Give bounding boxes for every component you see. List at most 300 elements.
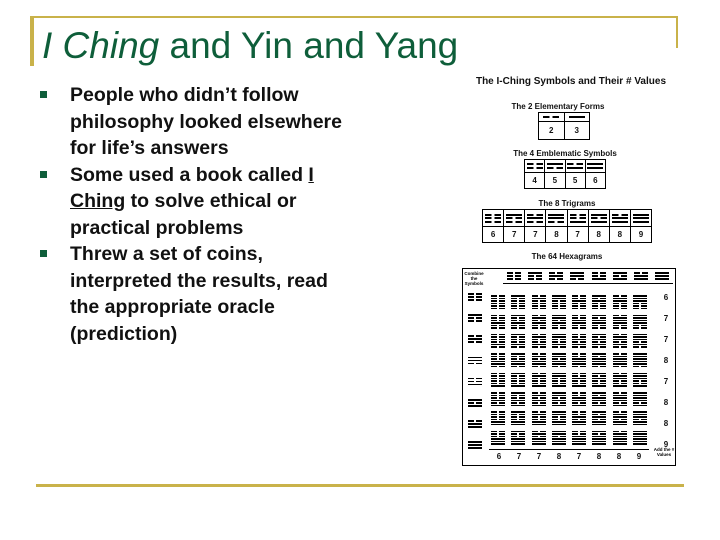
yin-line bbox=[491, 308, 505, 310]
yin-line bbox=[491, 303, 505, 305]
yang-line bbox=[633, 395, 647, 397]
yin-line bbox=[491, 315, 505, 317]
yang-line bbox=[552, 298, 566, 300]
yang-line bbox=[468, 423, 482, 425]
bottom-value: 7 bbox=[536, 452, 542, 461]
yang-line bbox=[572, 421, 586, 423]
yin-line bbox=[511, 419, 525, 421]
elementary-forms-box bbox=[538, 112, 590, 140]
yin-line bbox=[511, 325, 525, 327]
yin-line bbox=[511, 366, 525, 368]
header-trigram bbox=[503, 269, 524, 283]
yang-line bbox=[527, 217, 543, 219]
yin-line bbox=[592, 383, 606, 385]
yang-line bbox=[552, 375, 566, 377]
yin-line bbox=[572, 366, 586, 368]
header-trigram bbox=[588, 269, 609, 283]
symbol-cell bbox=[503, 210, 524, 242]
yang-line bbox=[511, 405, 525, 407]
symbol-lines bbox=[631, 210, 651, 227]
yang-line bbox=[552, 433, 566, 435]
yang-line bbox=[633, 214, 649, 216]
yin-line bbox=[491, 336, 505, 338]
header-trigram bbox=[652, 269, 673, 283]
header-trigram bbox=[524, 269, 545, 283]
yin-line bbox=[552, 339, 566, 341]
yin-line bbox=[552, 341, 566, 343]
yin-line bbox=[552, 366, 566, 368]
yang-line bbox=[572, 416, 586, 418]
yin-line bbox=[613, 366, 627, 368]
bullet-text-post: to solve ethical or practical problems bbox=[70, 190, 297, 239]
symbol-cell bbox=[609, 210, 630, 242]
yang-line bbox=[572, 438, 586, 440]
yin-line bbox=[633, 327, 647, 329]
yin-line bbox=[468, 420, 482, 422]
yang-line bbox=[613, 421, 627, 423]
yin-line bbox=[567, 163, 583, 165]
yang-line bbox=[572, 358, 586, 360]
yin-line bbox=[633, 325, 647, 327]
yang-line bbox=[491, 421, 505, 423]
yang-line bbox=[613, 395, 627, 397]
yin-line bbox=[532, 380, 546, 382]
yin-line bbox=[633, 402, 647, 404]
right-value: 8 bbox=[663, 398, 669, 407]
hexagram bbox=[590, 371, 608, 389]
yin-line bbox=[633, 303, 647, 305]
yang-line bbox=[587, 163, 603, 165]
yang-line bbox=[511, 385, 525, 387]
symbol-cell bbox=[525, 160, 544, 188]
title-italic: I Ching bbox=[42, 25, 160, 66]
hexagram bbox=[611, 351, 629, 369]
yang-line bbox=[592, 358, 606, 360]
yin-line bbox=[485, 217, 501, 219]
yin-line bbox=[572, 295, 586, 297]
yin-line bbox=[552, 380, 566, 382]
hexagram bbox=[509, 293, 527, 311]
yang-line bbox=[491, 322, 505, 324]
yang-line bbox=[633, 295, 647, 297]
hexagram bbox=[590, 293, 608, 311]
bottom-value: 7 bbox=[576, 452, 582, 461]
hexagram bbox=[590, 429, 608, 447]
yang-line bbox=[511, 400, 525, 402]
symbol-value: 8 bbox=[617, 230, 623, 239]
yin-line bbox=[511, 414, 525, 416]
hexagram bbox=[489, 312, 507, 330]
yin-line bbox=[592, 308, 606, 310]
yin-line bbox=[613, 411, 627, 413]
yin-line bbox=[613, 383, 627, 385]
yang-line bbox=[592, 363, 606, 365]
yang-line bbox=[552, 411, 566, 413]
yang-line bbox=[570, 221, 586, 223]
yin-line bbox=[491, 298, 505, 300]
yang-line bbox=[591, 214, 607, 216]
yin-line bbox=[633, 383, 647, 385]
yin-line bbox=[570, 278, 584, 280]
yang-line bbox=[613, 363, 627, 365]
yin-line bbox=[491, 356, 505, 358]
symbol-lines bbox=[539, 113, 564, 122]
hexagram bbox=[550, 429, 568, 447]
yang-line bbox=[592, 436, 606, 438]
side-trigram bbox=[468, 399, 482, 407]
yang-line bbox=[572, 363, 586, 365]
hexagram bbox=[489, 409, 507, 427]
yin-line bbox=[491, 383, 505, 385]
hexagram bbox=[570, 332, 588, 350]
yin-line bbox=[613, 431, 627, 433]
yin-line bbox=[552, 416, 566, 418]
yang-line bbox=[633, 373, 647, 375]
hexagram-grid bbox=[489, 293, 649, 447]
yin-line bbox=[491, 295, 505, 297]
yang-line bbox=[532, 438, 546, 440]
yang-line bbox=[572, 441, 586, 443]
yang-line bbox=[532, 356, 546, 358]
yin-line bbox=[592, 341, 606, 343]
yin-line bbox=[613, 327, 627, 329]
yin-line bbox=[613, 295, 627, 297]
yin-line bbox=[572, 317, 586, 319]
yang-line bbox=[633, 356, 647, 358]
hexagram bbox=[611, 409, 629, 427]
yang-line bbox=[633, 436, 647, 438]
yin-line bbox=[633, 305, 647, 307]
yang-line bbox=[572, 320, 586, 322]
yin-line bbox=[532, 392, 546, 394]
yang-line bbox=[552, 443, 566, 445]
side-trigram bbox=[468, 378, 482, 386]
hexagram bbox=[530, 429, 548, 447]
yin-line bbox=[511, 320, 525, 322]
yang-line bbox=[655, 272, 669, 274]
yin-line bbox=[527, 163, 543, 165]
yin-line bbox=[592, 366, 606, 368]
yang-line bbox=[552, 344, 566, 346]
yang-line bbox=[548, 217, 564, 219]
symbol-value: 6 bbox=[593, 176, 598, 185]
yang-line bbox=[532, 421, 546, 423]
hexagram bbox=[489, 390, 507, 408]
yin-line bbox=[552, 300, 566, 302]
symbol-cell bbox=[545, 210, 566, 242]
symbol-cell bbox=[630, 210, 651, 242]
hexagram bbox=[611, 371, 629, 389]
hexagram-side-trigrams bbox=[463, 293, 487, 449]
yang-line bbox=[549, 275, 563, 277]
yang-line bbox=[468, 426, 482, 428]
yin-line bbox=[552, 303, 566, 305]
yang-line bbox=[613, 339, 627, 341]
yin-line bbox=[572, 341, 586, 343]
yang-line bbox=[468, 441, 482, 443]
yin-line bbox=[511, 300, 525, 302]
yang-line bbox=[633, 315, 647, 317]
yin-line bbox=[532, 325, 546, 327]
yin-line bbox=[468, 363, 482, 365]
yin-line bbox=[532, 334, 546, 336]
yin-line bbox=[613, 373, 627, 375]
symbol-value: 8 bbox=[596, 230, 601, 239]
slide-title bbox=[42, 22, 458, 70]
symbol-value: 2 bbox=[549, 126, 554, 135]
symbol-cell bbox=[564, 113, 590, 139]
yang-line bbox=[511, 344, 525, 346]
yang-line bbox=[592, 443, 606, 445]
yin-line bbox=[491, 305, 505, 307]
yin-line bbox=[532, 431, 546, 433]
yin-line bbox=[532, 303, 546, 305]
yang-line bbox=[511, 424, 525, 426]
yin-line bbox=[491, 414, 505, 416]
yin-line bbox=[511, 395, 525, 397]
yang-line bbox=[570, 272, 584, 274]
yang-line bbox=[613, 320, 627, 322]
hexagram bbox=[550, 351, 568, 369]
symbol-lines bbox=[483, 210, 503, 227]
yin-line bbox=[511, 433, 525, 435]
hexagram bbox=[631, 409, 649, 427]
yang-line bbox=[613, 416, 627, 418]
yang-line bbox=[633, 375, 647, 377]
yang-line bbox=[511, 438, 525, 440]
yang-line bbox=[633, 400, 647, 402]
yin-line bbox=[592, 414, 606, 416]
header-trigram bbox=[567, 269, 588, 283]
yin-line bbox=[592, 275, 606, 277]
yin-line bbox=[543, 116, 559, 118]
yin-line bbox=[511, 378, 525, 380]
yin-line bbox=[532, 358, 546, 360]
yang-line bbox=[552, 361, 566, 363]
figure-title: The I-Ching Symbols and Their # Values bbox=[475, 76, 667, 87]
yin-line bbox=[591, 217, 607, 219]
yin-line bbox=[532, 295, 546, 297]
yin-line bbox=[633, 308, 647, 310]
yang-line bbox=[468, 360, 482, 362]
yang-line bbox=[592, 378, 606, 380]
yin-line bbox=[613, 308, 627, 310]
yang-line bbox=[572, 385, 586, 387]
yang-line bbox=[592, 322, 606, 324]
symbol-lines bbox=[586, 160, 605, 173]
symbol-value: 7 bbox=[533, 230, 538, 239]
symbol-lines bbox=[504, 210, 524, 227]
yin-line bbox=[511, 416, 525, 418]
yin-line bbox=[491, 375, 505, 377]
hexagram bbox=[570, 429, 588, 447]
yang-line bbox=[552, 353, 566, 355]
yin-line bbox=[532, 315, 546, 317]
bullet-text: Threw a set of coins, interpreted the results, read the appropriate oracle (prediction) bbox=[70, 243, 328, 345]
yin-line bbox=[507, 278, 521, 280]
yang-line bbox=[491, 405, 505, 407]
emblematic-symbols-box bbox=[524, 159, 606, 189]
yang-line bbox=[613, 424, 627, 426]
hexagram bbox=[530, 371, 548, 389]
yang-line bbox=[511, 363, 525, 365]
yang-line bbox=[612, 221, 628, 223]
hexagram bbox=[611, 312, 629, 330]
bullet-icon bbox=[40, 171, 47, 178]
yin-line bbox=[491, 433, 505, 435]
yang-line bbox=[633, 421, 647, 423]
symbol-value: 9 bbox=[638, 230, 644, 239]
symbol-lines bbox=[565, 113, 590, 122]
yang-line bbox=[468, 357, 482, 359]
yang-line bbox=[613, 272, 627, 274]
yin-line bbox=[572, 356, 586, 358]
yin-line bbox=[491, 416, 505, 418]
yang-line bbox=[552, 334, 566, 336]
yang-line bbox=[532, 298, 546, 300]
symbol-lines bbox=[566, 160, 585, 173]
yang-line bbox=[572, 344, 586, 346]
yin-line bbox=[570, 214, 586, 216]
yang-line bbox=[552, 431, 566, 433]
yin-line bbox=[511, 436, 525, 438]
yin-line bbox=[491, 373, 505, 375]
yang-line bbox=[532, 414, 546, 416]
yang-line bbox=[491, 424, 505, 426]
yin-line bbox=[511, 327, 525, 329]
symbol-lines bbox=[546, 210, 566, 227]
yin-line bbox=[511, 380, 525, 382]
yang-line bbox=[633, 336, 647, 338]
bullet-icon bbox=[40, 250, 47, 257]
yin-line bbox=[532, 397, 546, 399]
yin-line bbox=[552, 346, 566, 348]
yin-line bbox=[491, 334, 505, 336]
hexagram bbox=[550, 371, 568, 389]
yang-line bbox=[468, 338, 482, 340]
right-value: 9 bbox=[663, 440, 669, 449]
yang-line bbox=[592, 353, 606, 355]
hexagram bbox=[611, 390, 629, 408]
yang-line bbox=[613, 375, 627, 377]
yang-line bbox=[572, 400, 586, 402]
yang-line bbox=[547, 163, 563, 165]
yin-line bbox=[552, 397, 566, 399]
yang-line bbox=[655, 278, 669, 280]
yin-line bbox=[613, 334, 627, 336]
hexagram bbox=[530, 390, 548, 408]
yang-line bbox=[633, 322, 647, 324]
frame-left bbox=[30, 16, 34, 66]
yang-line bbox=[511, 421, 525, 423]
yin-line bbox=[592, 303, 606, 305]
yin-line bbox=[532, 305, 546, 307]
yin-line bbox=[572, 327, 586, 329]
yin-line bbox=[572, 375, 586, 377]
trigrams-title: The 8 Trigrams bbox=[538, 199, 596, 208]
yang-line bbox=[633, 385, 647, 387]
yang-line bbox=[532, 344, 546, 346]
bottom-value: 6 bbox=[496, 452, 502, 461]
yin-line bbox=[511, 336, 525, 338]
side-trigram bbox=[468, 420, 482, 428]
yang-line bbox=[633, 405, 647, 407]
hexagram bbox=[550, 312, 568, 330]
bullet-list bbox=[40, 82, 360, 347]
trigrams-box bbox=[482, 209, 652, 243]
yang-line bbox=[552, 405, 566, 407]
hexagram bbox=[590, 390, 608, 408]
yin-line bbox=[507, 275, 521, 277]
yin-line bbox=[491, 402, 505, 404]
yin-line bbox=[491, 397, 505, 399]
yang-line bbox=[468, 447, 482, 449]
yin-line bbox=[468, 335, 482, 337]
yang-line bbox=[613, 433, 627, 435]
side-trigram bbox=[468, 441, 482, 449]
symbol-lines bbox=[610, 210, 630, 227]
yang-line bbox=[633, 298, 647, 300]
hexagram bbox=[570, 312, 588, 330]
hexagram bbox=[509, 351, 527, 369]
yin-line bbox=[511, 375, 525, 377]
yang-line bbox=[592, 441, 606, 443]
yin-line bbox=[491, 436, 505, 438]
yang-line bbox=[532, 336, 546, 338]
yang-line bbox=[613, 344, 627, 346]
yin-line bbox=[572, 433, 586, 435]
yang-line bbox=[491, 443, 505, 445]
yin-line bbox=[528, 275, 542, 277]
yin-line bbox=[532, 339, 546, 341]
yang-line bbox=[552, 392, 566, 394]
yin-line bbox=[633, 380, 647, 382]
yin-line bbox=[572, 419, 586, 421]
yin-line bbox=[552, 383, 566, 385]
yang-line bbox=[491, 400, 505, 402]
bottom-value: 8 bbox=[596, 452, 602, 461]
yang-line bbox=[572, 339, 586, 341]
yang-line bbox=[613, 356, 627, 358]
yang-line bbox=[532, 361, 546, 363]
hexagram bbox=[509, 429, 527, 447]
hexagram-right-values bbox=[659, 293, 673, 449]
hexagram bbox=[489, 371, 507, 389]
yang-line bbox=[552, 373, 566, 375]
yang-line bbox=[491, 385, 505, 387]
yang-line bbox=[633, 344, 647, 346]
hexagram bbox=[570, 293, 588, 311]
hexagrams-title: The 64 Hexagrams bbox=[531, 252, 603, 261]
yin-line bbox=[532, 327, 546, 329]
yin-line bbox=[613, 380, 627, 382]
symbol-cell bbox=[588, 210, 609, 242]
yang-line bbox=[532, 424, 546, 426]
yin-line bbox=[532, 366, 546, 368]
hexagram bbox=[631, 332, 649, 350]
i-ching-underlined: I Ching bbox=[70, 163, 314, 212]
symbol-lines bbox=[525, 210, 545, 227]
yang-line bbox=[468, 405, 482, 407]
hexagram bbox=[631, 312, 649, 330]
yang-line bbox=[633, 317, 647, 319]
yang-line bbox=[633, 378, 647, 380]
yin-line bbox=[527, 214, 543, 216]
yang-line bbox=[633, 339, 647, 341]
yin-line bbox=[491, 327, 505, 329]
yang-line bbox=[511, 373, 525, 375]
hexagram bbox=[631, 429, 649, 447]
